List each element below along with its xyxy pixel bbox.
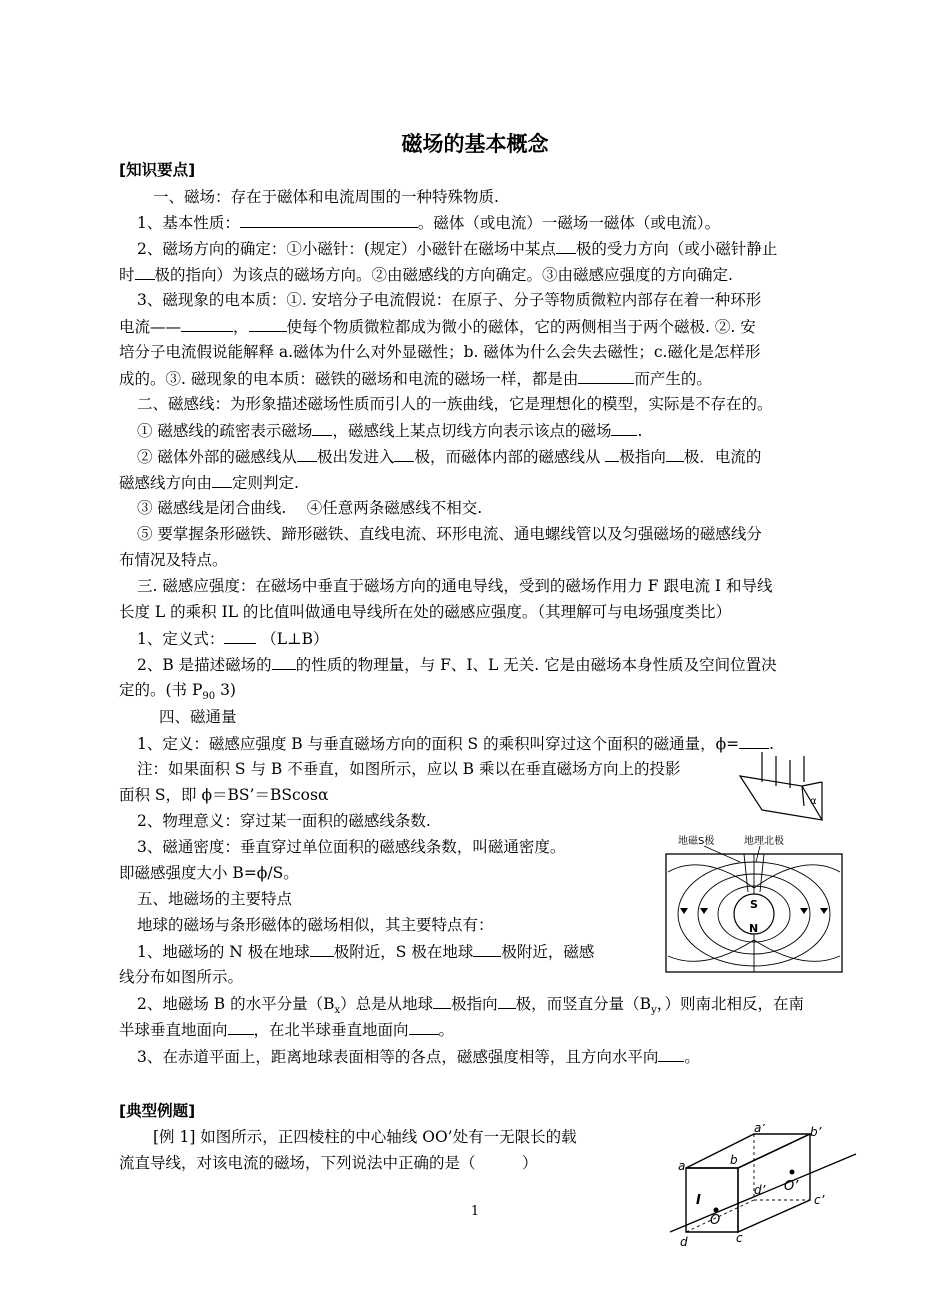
axis-point-label: O’ — [784, 1179, 799, 1194]
text-line: 线分布如图所示。 — [119, 968, 244, 986]
text-line: ① 磁感线的疏密表示磁场 ，磁感线上某点切线方向表示该点的磁场 . — [137, 417, 853, 444]
vertex-label: a’ — [754, 1124, 766, 1135]
text-line: 3、在赤道平面上，距离地球表面相等的各点，磁感强度相等，且方向水平向 。 — [137, 1043, 853, 1070]
text-line: 一、磁场：存在于磁体和电流周围的一种特殊物质. — [153, 188, 499, 206]
text-line: 2、物理意义：穿过某一面积的磁感线条数. — [137, 812, 431, 830]
page-title: 磁场的基本概念 — [401, 132, 549, 156]
text-line: 面积 S，即 ϕ＝BS’＝BScosα — [119, 786, 329, 804]
text-line: 布情况及特点。 — [119, 551, 228, 569]
alpha-label: α — [810, 796, 817, 807]
vertex-label: d’ — [754, 1183, 766, 1197]
vertex-label: b’ — [810, 1125, 822, 1139]
text-line: 时 极的指向）为该点的磁场方向。②由磁感线的方向确定。③由磁感应强度的方向确定. — [119, 261, 835, 288]
section-heading-knowledge: [知识要点] — [119, 161, 196, 179]
vertex-label: a — [678, 1159, 686, 1173]
prism-current-figure — [668, 1124, 868, 1250]
section-heading-geomagnetic: 五、地磁场的主要特点 — [137, 890, 293, 908]
text-line: 磁感线方向由 定则判定. — [119, 469, 835, 496]
text-line: 2、磁场方向的确定：①小磁针：(规定）小磁针在磁场中某点 极的受力方向（或小磁针静止 — [137, 235, 853, 262]
text-line: 1、定义：磁感应强度 B 与垂直磁场方向的面积 S 的乘积叫穿过这个面积的磁通量，ϕ= . — [137, 730, 853, 757]
text-line: 1、地磁场的 N 极在地球 极附近，S 极在地球 极附近，磁感 — [137, 938, 853, 965]
text-line: 3、磁现象的电本质：①. 安培分子电流假说：在原子、分子等物质微粒内部存在着一种环形 — [137, 291, 762, 309]
section-heading-examples: [典型例题] — [119, 1102, 196, 1120]
text-line: ⑤ 要掌握条形磁铁、蹄形磁铁、直线电流、环形电流、通电螺线管以及匀强磁场的磁感线分 — [137, 525, 762, 543]
vertex-label: d — [680, 1235, 688, 1249]
vertex-label: c — [736, 1231, 743, 1245]
axis-point-label: O — [710, 1213, 721, 1228]
text-line: ③ 磁感线是闭合曲线. ④任意两条磁感线不相交. — [137, 499, 483, 517]
text-line: 即磁感强度大小 B=ϕ/S。 — [119, 864, 299, 882]
page-number: 1 — [470, 1204, 480, 1219]
text-line: 地球的磁场与条形磁体的磁场相似，其主要特点有： — [137, 916, 494, 934]
text-line: 电流—— ， 使每个物质微粒都成为微小的磁体，它的两侧相当于两个磁极. ②. 安 — [119, 313, 835, 340]
current-label: I — [696, 1193, 701, 1208]
example-text: [例 1] 如图所示，正四棱柱的中心轴线 OO’处有一无限长的载 — [153, 1128, 577, 1146]
earth-n-pole: N — [749, 922, 759, 935]
text-line: 成的。③. 磁现象的电本质：磁铁的磁场和电流的磁场一样，都是由 而产生的。 — [119, 365, 835, 392]
geomagnetic-s-label: 地磁S极 — [678, 836, 715, 847]
text-line: ② 磁体外部的磁感线从 极出发进入 极，而磁体内部的磁感线从 极指向 极．电流的 — [137, 443, 853, 470]
text-line: 1、基本性质： 。磁体（或电流）一磁场一磁体（或电流）。 — [137, 209, 853, 236]
earth-s-pole: S — [750, 898, 758, 911]
text-line: 注：如果面积 S 与 B 不垂直，如图所示，应以 B 乘以在垂直磁场方向上的投影 — [137, 760, 681, 778]
text-line: 定的。(书 $P_{90}$ 3) — [119, 681, 236, 703]
text-line: 长度 L 的乘积 IL 的比值叫做通电导线所在处的磁感应强度。（其理解可与电场强度类比） — [119, 603, 732, 621]
vertex-label: b — [730, 1153, 738, 1167]
text-line: 半球垂直地面向 ，在北半球垂直地面向 。 — [119, 1016, 835, 1043]
section-heading-flux: 四、磁通量 — [159, 708, 237, 726]
text-line: 三. 磁感应强度：在磁场中垂直于磁场方向的通电导线，受到的磁场作用力 F 跟电流 I 和导线 — [137, 577, 773, 595]
earth-magnetic-field-figure — [664, 832, 844, 974]
text-line: 培分子电流假说能解释 a.磁体为什么对外显磁性；b. 磁体为什么会失去磁性；c.磁化是怎样形 — [119, 343, 761, 361]
text-line: 2、B 是描述磁场的 的性质的物理量，与 F、I、L 无关. 它是由磁场本身性质及空间位置决 — [137, 651, 853, 678]
example-text: 流直导线，对该电流的磁场，下列说法中正确的是（ ） — [119, 1154, 538, 1172]
tilted-plane-figure — [732, 748, 830, 822]
text-line: 1、定义式： （L⊥B） — [137, 625, 853, 652]
text-line: 二、磁感线：为形象描述磁场性质而引人的一族曲线，它是理想化的模型，实际是不存在的。 — [137, 395, 773, 413]
vertex-label: c’ — [814, 1193, 825, 1207]
geographic-north-label: 地理北极 — [744, 836, 784, 847]
text-line: 2、地磁场 B 的水平分量$(B_x)$总是从地球 极指向 极，而竖直分量（$B_y$，）则南北相反，在南 — [137, 990, 853, 1024]
text-line: 3、磁通密度：垂直穿过单位面积的磁感线条数，叫磁通密度。 — [137, 838, 566, 856]
